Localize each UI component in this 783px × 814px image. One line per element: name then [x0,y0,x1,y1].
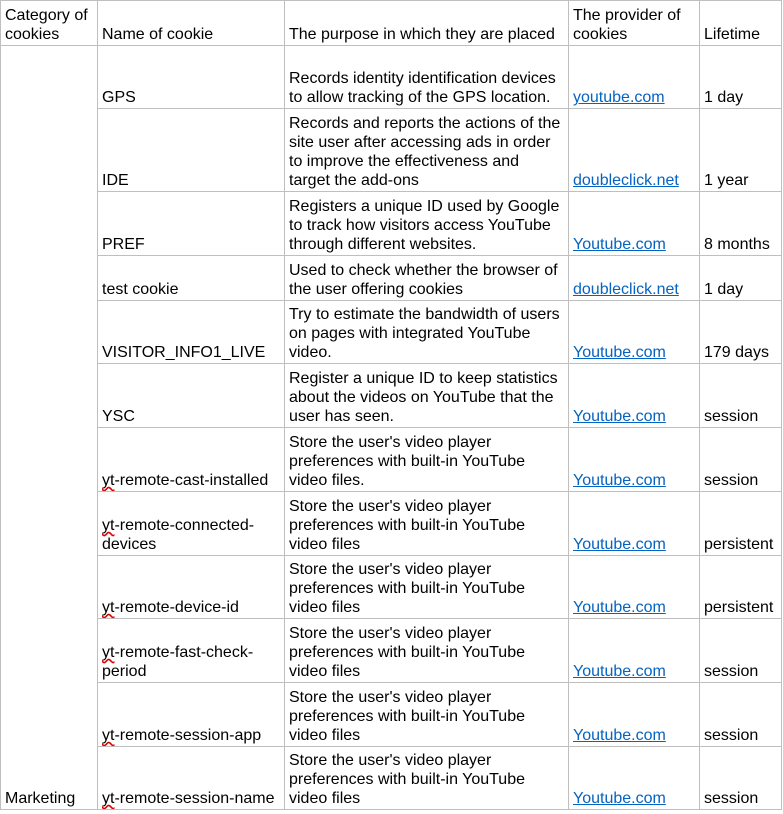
cookie-name-text: test cookie [102,281,179,298]
table-body [1,46,782,810]
provider-link[interactable]: Youtube.com [573,472,666,489]
table-row [1,256,782,301]
table-row [1,46,782,109]
spellcheck-underlined-text: yt [102,727,115,744]
cookie-purpose-cell: Store the user's video player preferences with built-in YouTube video files [285,556,569,619]
cookie-name-cell [98,46,285,109]
cookie-purpose-cell: Store the user's video player preferences with built-in YouTube video files [285,619,569,683]
header-lifetime: Lifetime [700,1,782,46]
cookie-lifetime-cell: persistent [700,492,782,556]
header-name: Name of cookie [98,1,285,46]
cookie-name-cell [98,301,285,364]
cookie-purpose-cell: Store the user's video player preferences with built-in YouTube video files [285,747,569,810]
cookie-provider-cell [569,109,700,192]
cookie-name-text: PREF [102,236,145,253]
cookie-name-cell [98,556,285,619]
cookie-lifetime-cell: 179 days [700,301,782,364]
table-row [1,428,782,492]
cookie-provider-cell [569,192,700,256]
table-row [1,747,782,810]
cookie-lifetime-cell: session [700,683,782,747]
spellcheck-underlined-text: yt [102,517,115,534]
cookie-provider-cell [569,46,700,109]
cookie-name-cell [98,747,285,810]
table-row [1,683,782,747]
table-row [1,492,782,556]
provider-link[interactable]: doubleclick.net [573,281,679,298]
cookie-provider-cell [569,364,700,428]
cookie-lifetime-cell: 1 day [700,46,782,109]
cookie-purpose-cell: Registers a unique ID used by Google to track how visitors access YouTube through different websites. [285,192,569,256]
cookie-name-cell [98,364,285,428]
cookie-name-cell [98,256,285,301]
cookie-lifetime-cell: session [700,428,782,492]
provider-link[interactable]: youtube.com [573,89,665,106]
provider-link[interactable]: doubleclick.net [573,172,679,189]
cookie-purpose-cell: Records identity identification devices to allow tracking of the GPS location. [285,46,569,109]
cookie-provider-cell [569,492,700,556]
cookie-name-text: IDE [102,172,129,189]
cookie-name-cell [98,192,285,256]
table-row [1,192,782,256]
table-row [1,556,782,619]
table-row [1,364,782,428]
table-row [1,109,782,192]
provider-link[interactable]: Youtube.com [573,663,666,680]
provider-link[interactable]: Youtube.com [573,408,666,425]
cookie-purpose-cell: Store the user's video player preferences with built-in YouTube video files. [285,428,569,492]
cookie-provider-cell [569,256,700,301]
header-provider: The provider of cookies [569,1,700,46]
cookie-lifetime-cell: session [700,364,782,428]
cookie-name-cell [98,492,285,556]
provider-link[interactable]: Youtube.com [573,236,666,253]
cookie-purpose-cell: Store the user's video player preferences with built-in YouTube video files [285,683,569,747]
cookie-name-cell [98,683,285,747]
header-row [1,1,782,46]
provider-link[interactable]: Youtube.com [573,344,666,361]
cookie-name-text: YSC [102,408,135,425]
category-cell: Marketing [1,46,98,810]
cookie-purpose-cell: Register a unique ID to keep statistics about the videos on YouTube that the user has seen. [285,364,569,428]
cookie-provider-cell [569,619,700,683]
cookie-provider-cell [569,747,700,810]
header-category: Category of cookies [1,1,98,46]
spellcheck-underlined-text: yt [102,599,115,616]
cookie-name-text: -remote-cast-installed [114,472,269,489]
cookie-name-text: -remote-device-id [114,599,239,616]
cookie-lifetime-cell: session [700,619,782,683]
cookie-name-cell [98,619,285,683]
cookie-name-text: -remote-connected-devices [102,517,255,553]
header-purpose: The purpose in which they are placed [285,1,569,46]
cookie-name-cell [98,428,285,492]
cookie-name-text: GPS [102,89,136,106]
cookie-lifetime-cell: persistent [700,556,782,619]
provider-link[interactable]: Youtube.com [573,536,666,553]
cookie-provider-cell [569,556,700,619]
provider-link[interactable]: Youtube.com [573,727,666,744]
cookie-provider-cell [569,428,700,492]
spellcheck-underlined-text: yt [102,472,115,489]
cookie-name-text: -remote-session-name [114,790,275,807]
cookie-purpose-cell: Used to check whether the browser of the user offering cookies [285,256,569,301]
table-row [1,619,782,683]
cookie-lifetime-cell: session [700,747,782,810]
provider-link[interactable]: Youtube.com [573,790,666,807]
cookie-name-text: -remote-fast-check-period [102,644,254,680]
cookie-name-text: VISITOR_INFO1_LIVE [102,344,266,361]
cookie-provider-cell [569,683,700,747]
cookie-lifetime-cell: 8 months [700,192,782,256]
cookie-purpose-cell: Records and reports the actions of the site user after accessing ads in order to improve the effectiveness and target the add-ons [285,109,569,192]
cookie-name-text: -remote-session-app [114,727,262,744]
table-row [1,301,782,364]
cookie-lifetime-cell: 1 year [700,109,782,192]
provider-link[interactable]: Youtube.com [573,599,666,616]
cookie-provider-cell [569,301,700,364]
spellcheck-underlined-text: yt [102,644,115,661]
spellcheck-underlined-text: yt [102,790,115,807]
cookie-purpose-cell: Store the user's video player preferences with built-in YouTube video files [285,492,569,556]
cookie-lifetime-cell: 1 day [700,256,782,301]
cookie-name-cell [98,109,285,192]
cookie-purpose-cell: Try to estimate the bandwidth of users on pages with integrated YouTube video. [285,301,569,364]
